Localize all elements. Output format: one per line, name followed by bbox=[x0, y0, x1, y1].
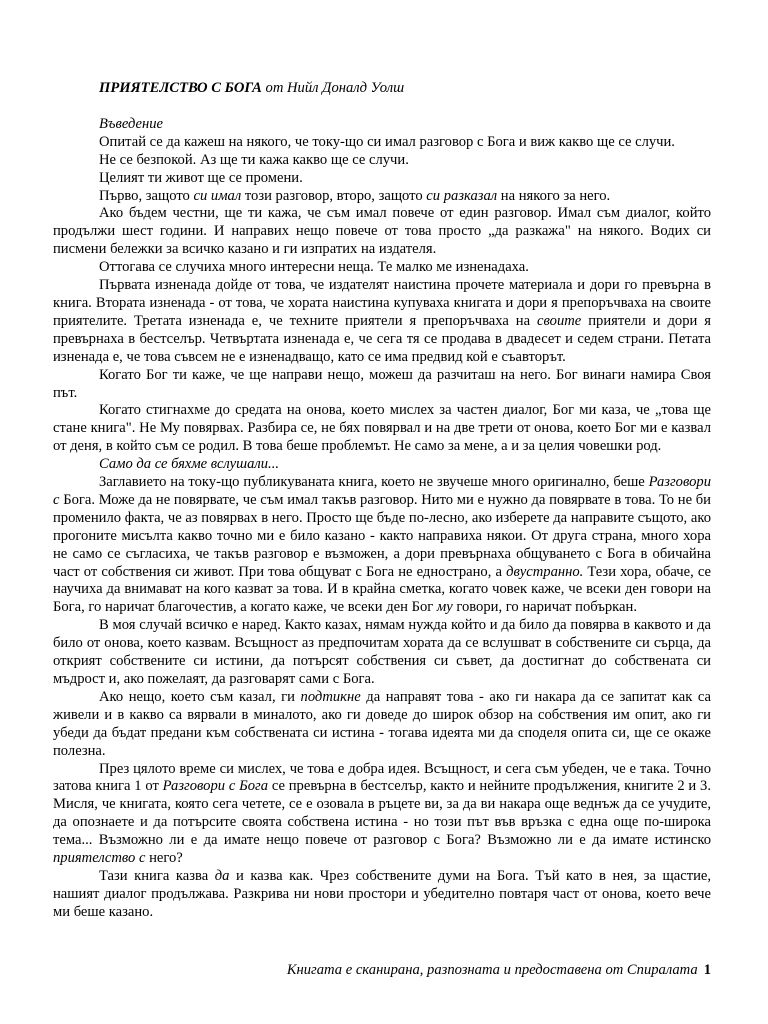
emphasis: си имал bbox=[193, 187, 242, 204]
text-run: да направят това - ако ги накара да се запитат как са живели и в какво са вярвали в миналото, ако ги доведе до широк обзор на собствения им опит, ако ги убеди да бъдат предани към собствената си истина - тогава идеята ми да споделя опита си, ще се окаже полезна. bbox=[53, 688, 711, 759]
paragraph-6: Оттогава се случиха много интересни неща. Те малко ме изненадаха. bbox=[99, 259, 529, 276]
document-body bbox=[53, 80, 711, 922]
intro-heading: Въведение bbox=[99, 115, 163, 132]
text-run: Първата изненада дойде от това, че издателят наистина прочете материала и дори го превърна в книга. Втората изненада - от това, че хората наистина купуваха книгата и дори я препоръчваха на своите приятелите. Третата изненада е, че техните приятели я препоръчваха на bbox=[53, 277, 711, 329]
text-run: и казва как. Чрез собствените думи на Бога. Тъй като в нея, за щастие, нашият диалог продължава. Разкрива ни нови простори и убедително повтаря част от онова, което вече ми беше казано. bbox=[53, 867, 712, 920]
paragraph-1: Опитай се да кажеш на някого, че току-що си имал разговор с Бога и виж какво ще се случи. bbox=[99, 133, 675, 150]
emphasis: да bbox=[214, 867, 230, 884]
text-run: него? bbox=[145, 850, 183, 867]
paragraph-12 bbox=[53, 689, 711, 761]
book-author: от Нийл Доналд Уолш bbox=[265, 80, 405, 96]
paragraph-10 bbox=[53, 474, 711, 617]
text-run: приятели и дори я превърнаха в бестселър. Четвъртата изненада е, че сега тя се продава в двадесет и седем страни. Петата изненада е, че това съвсем не е изненадващо, като се има предвид кой е съавторът. bbox=[53, 312, 711, 365]
text-run: говори, го наричат побъркан. bbox=[452, 599, 637, 616]
paragraph-13 bbox=[53, 761, 711, 868]
paragraph-5: Ако бъдем честни, ще ти кажа, че съм имал повече от един разговор. Имал съм диалог, който продължи шест години. И направих нещо повече от това просто „да разкажа" на някого. Водих си писмени бележки за всичко казано и ги изпратих на издателя. bbox=[53, 205, 711, 258]
text-run: Ако нещо, което съм казал, ги bbox=[99, 688, 301, 705]
emphasis: приятелство с bbox=[53, 850, 146, 867]
text-run: Тази книга казва bbox=[99, 867, 215, 884]
emphasis: Разговори с Бога bbox=[162, 778, 269, 795]
paragraph-8: Когато Бог ти каже, че ще направи нещо, можеш да разчиташ на него. Бог винаги намира Своя път. bbox=[53, 366, 711, 401]
book-title: ПРИЯТЕЛСТВО С БОГА bbox=[99, 80, 262, 96]
footer-note: Книгата е сканирана, разпозната и предоставена от Спиралата bbox=[286, 962, 698, 978]
emphasis: Разговори с bbox=[53, 474, 711, 508]
section-heading: Само да се бяхме вслушали... bbox=[99, 456, 279, 473]
emphasis: му bbox=[436, 599, 453, 616]
paragraph-3: Целият ти живот ще се промени. bbox=[99, 169, 303, 186]
text-run: се превърна в бестселър, както и нейните продължения, книгите 2 и 3. Мисля, че книгата, която сега четете, се е озовала в ръцете ви, за да ви накара още веднъж да се учудите, да опознаете и да потърсите своята собствена истина - но този път във връзка с една още по-широка тема... Възможно ли е да имате нещо повече от разговор с Бога? Възможно ли е да имате истинско bbox=[53, 778, 711, 849]
emphasis: двустранно. bbox=[506, 563, 584, 580]
text-run: Заглавието на току-що публикуваната книга, което не звучеше много оригинално, беше bbox=[99, 474, 649, 491]
text-run: този разговор, второ, защото bbox=[241, 187, 427, 204]
paragraph-11: В моя случай всичко е наред. Както казах, нямам нужда който и да било да повярва в каквото и да било от онова, което казвам. Всъщност аз предпочитам хората да се вслушват в собствените си сърца, да открият собствените си истини, да потърсят собствения си съвет, да достигнат до собствената си мъдрост и, ако пожелаят, да разговарят сами с Бога. bbox=[53, 617, 711, 687]
text-run: Бога. Може да не повярвате, че съм имал такъв разговор. Нито ми е нужно да повярвате в това. То не би променило факта, че аз повярвах в него. Просто ще бъде по-лесно, ако изберете да направите същото, ако прогоните мисълта какво точно ми е било казано - както направиха някои. От друга страна, много хора не само се съгласиха, че такъв разговор е възможен, а дори превърнаха общуването с Бога в обичайна част от собствения си живот. При това общуват с Бога не еднострано, а bbox=[53, 491, 711, 580]
text-run: През цялото време си мислех, че това е добра идея. Всъщност, и сега съм убеден, че е така. Точно затова книга 1 от bbox=[53, 760, 711, 795]
text-run: Тези хора, обаче, се научиха да внимават на кого казват за това. И в крайна сметка, когато човек каже, че всеки ден говори на Бога, го наричат благочестив, а когато каже, че всеки ден Бог bbox=[53, 563, 711, 616]
emphasis: своите bbox=[537, 312, 582, 329]
paragraph-14 bbox=[53, 868, 711, 922]
text-run: на някого за него. bbox=[497, 187, 611, 204]
emphasis: подтикне bbox=[300, 688, 361, 705]
page-number: 1 bbox=[703, 962, 711, 978]
page-footer bbox=[53, 962, 711, 980]
paragraph-4 bbox=[53, 188, 711, 206]
paragraph-2: Не се безпокой. Аз ще ти кажа какво ще се случи. bbox=[99, 151, 409, 168]
text-run: Първо, защото bbox=[99, 187, 194, 204]
title-line bbox=[53, 80, 711, 98]
emphasis: си разказал bbox=[426, 187, 498, 204]
paragraph-7 bbox=[53, 277, 711, 367]
paragraph-9: Когато стигнахме до средата на онова, което мислех за частен диалог, Бог ми каза, че „това ще стане книга". Не Му повярвах. Разбира се, не бях повярвал и на две трети от онова, което Бог ми е казвал от деня, в който съм се родил. В това беше проблемът. Не само за мене, а и за целия човешки род. bbox=[53, 402, 711, 455]
